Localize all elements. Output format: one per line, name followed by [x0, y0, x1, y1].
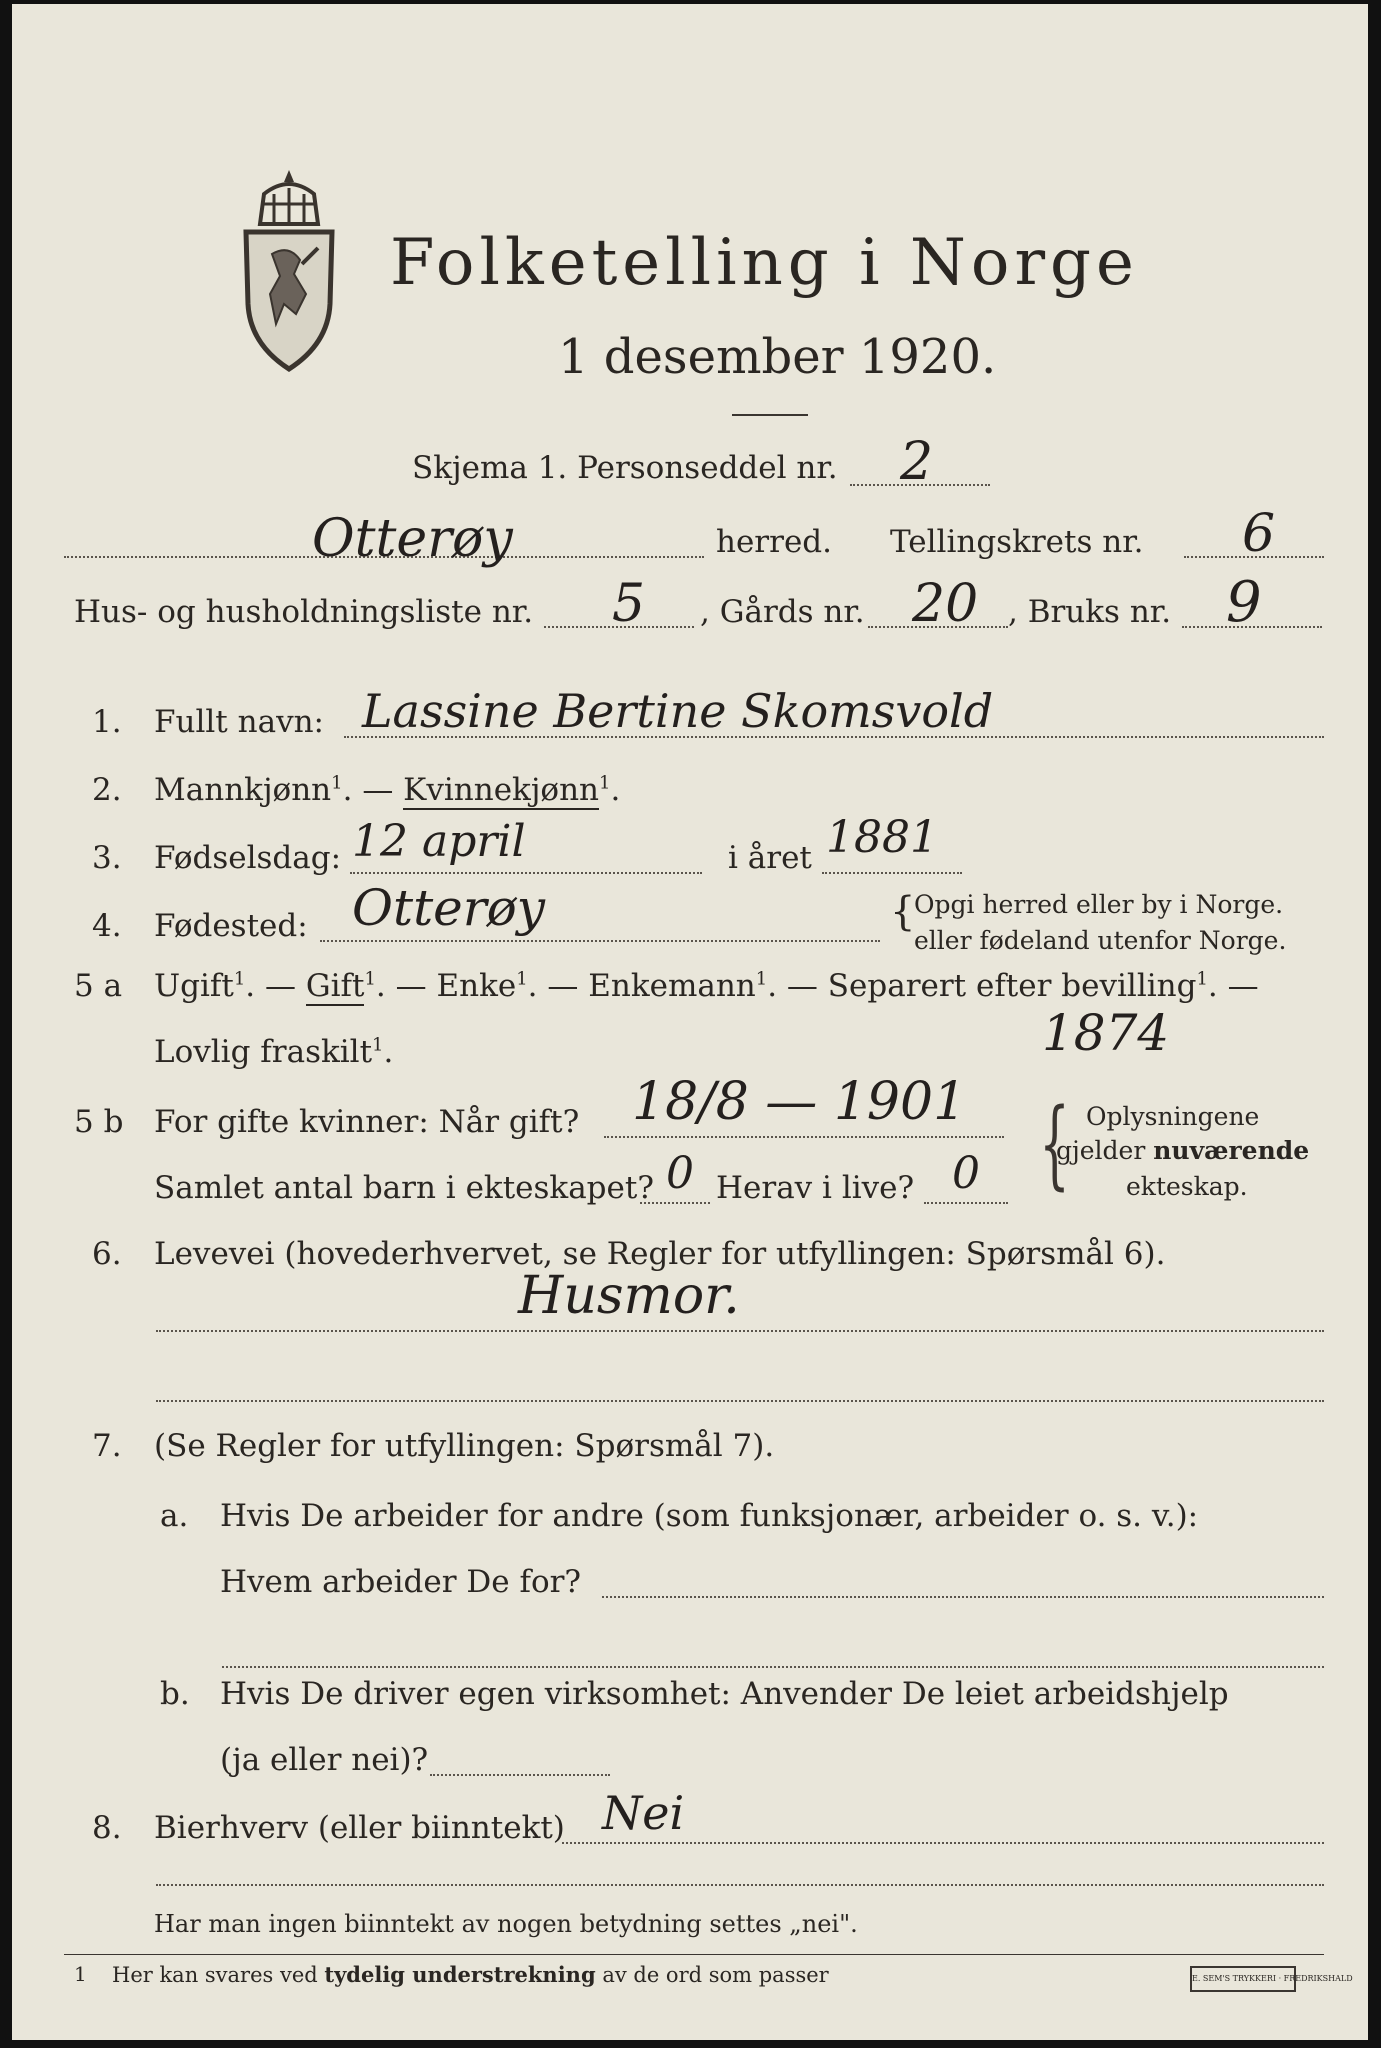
q5b-note2a: gjelder — [1056, 1136, 1154, 1165]
coat-of-arms-icon — [234, 164, 344, 374]
q7a-question: Hvem arbeider De for? — [220, 1564, 582, 1600]
q5a-fraskilt: Lovlig fraskilt — [154, 1034, 373, 1070]
gards-label: , Gårds nr. — [700, 594, 865, 630]
footnote-main: Har man ingen biinntekt av nogen betydning settes „nei". — [154, 1910, 858, 1938]
footnote-bold: tydelig understrekning — [324, 1962, 596, 1987]
q7b-label: Hvis De driver egen virksomhet: Anvender De leiet arbeidshjelp — [220, 1676, 1229, 1712]
q5a-sup-ugift: 1 — [233, 968, 246, 990]
q5b-value: 18/8 — 1901 — [632, 1072, 967, 1132]
q3-dots — [350, 872, 702, 874]
q5a-separert: Separert efter bevilling — [827, 968, 1197, 1004]
q5a-dash1: . — — [245, 968, 306, 1004]
q2-sep: . — — [342, 772, 404, 808]
gards-value: 20 — [912, 574, 979, 634]
q5a-enke: Enke — [436, 968, 517, 1004]
q2-kvinne: Kvinnekjønn — [403, 772, 600, 808]
q8-number: 8. — [92, 1810, 122, 1846]
footnote-rule — [64, 1954, 1324, 1955]
q5a-gift: Gift — [305, 968, 365, 1004]
bruks-label: , Bruks nr. — [1008, 594, 1172, 630]
herred-label: herred. — [716, 524, 832, 560]
q5b-dots — [604, 1136, 1004, 1138]
q2-end: . — [610, 772, 621, 808]
q7-label: (Se Regler for utfyllingen: Spørsmål 7). — [154, 1428, 775, 1464]
q5b-number: 5 b — [74, 1104, 124, 1140]
q5a-sup-enke: 1 — [516, 968, 528, 990]
q5a-ugift: Ugift — [154, 968, 234, 1004]
q5a-enkemann: Enkemann — [588, 968, 756, 1004]
q8-dots-2 — [156, 1884, 1324, 1886]
q5a-dash3: . — — [527, 968, 589, 1004]
q5a-text — [154, 968, 1259, 1004]
q5a-dash4: . — — [767, 968, 828, 1004]
q7b-dots — [430, 1774, 610, 1776]
q7a-dots-1 — [602, 1596, 1324, 1598]
census-date: 1 desember 1920. — [558, 329, 997, 385]
title-divider — [732, 414, 808, 416]
herred-value: Otterøy — [312, 509, 513, 569]
bruks-value: 9 — [1226, 570, 1262, 635]
q5b-live-label: Herav i live? — [716, 1170, 915, 1206]
q3-year-dots — [822, 872, 962, 874]
q5b-barn-value: 0 — [666, 1148, 694, 1199]
q5b-live-dots — [924, 1202, 1008, 1204]
q6-number: 6. — [92, 1236, 122, 1272]
q5a-number: 5 a — [74, 968, 123, 1004]
q5b-note2b: nuværende — [1153, 1136, 1310, 1165]
q1-number: 1. — [92, 704, 122, 740]
q1-value: Lassine Bertine Skomsvold — [362, 684, 994, 738]
skjema-value: 2 — [900, 432, 934, 492]
q7a-number: a. — [160, 1498, 189, 1534]
q4-dots — [320, 940, 880, 942]
q5b-barn-dots — [640, 1202, 710, 1204]
q7b-number: b. — [160, 1676, 190, 1712]
q4-brace: { — [890, 889, 916, 935]
q6-dots-1 — [156, 1330, 1324, 1332]
q4-note2: eller fødeland utenfor Norge. — [914, 926, 1287, 955]
q8-label: Bierhverv (eller biinntekt) — [154, 1810, 565, 1846]
q4-label: Fødested: — [154, 908, 308, 944]
q6-label: Levevei (hovederhvervet, se Regler for utfyllingen: Spørsmål 6). — [154, 1236, 1166, 1272]
census-form — [12, 4, 1368, 2040]
q3-label: Fødselsdag: — [154, 840, 342, 876]
q1-label: Fullt navn: — [154, 704, 324, 740]
q2-mann: Mannkjønn — [154, 772, 332, 808]
q3-year-value: 1881 — [826, 812, 938, 863]
q5b-live-value: 0 — [952, 1148, 980, 1199]
q5a-sup-gift: 1 — [364, 968, 376, 990]
skjema-label: Skjema 1. Personseddel nr. — [412, 450, 838, 486]
q5a-sup-enkemann: 1 — [755, 968, 768, 990]
q3-number: 3. — [92, 840, 122, 876]
hus-label: Hus- og husholdningsliste nr. — [74, 594, 534, 630]
footnote-part2: av de ord som passer — [595, 1963, 829, 1987]
q2-text — [154, 772, 620, 808]
q5a-sep-end: . — — [1207, 968, 1259, 1004]
q5b-label: For gifte kvinner: Når gift? — [154, 1104, 580, 1140]
form-title: Folketelling i Norge — [390, 226, 1139, 300]
q8-dots-1 — [562, 1842, 1324, 1844]
q5b-note2 — [1056, 1136, 1309, 1165]
q5a-sup-fraskilt: 1 — [372, 1034, 384, 1056]
q4-note1: Opgi herred eller by i Norge. — [914, 890, 1284, 919]
footnote-part1: Her kan svares ved — [112, 1963, 325, 1987]
q4-value: Otterøy — [352, 879, 546, 937]
q7-number: 7. — [92, 1428, 122, 1464]
krets-label: Tellingskrets nr. — [890, 524, 1144, 560]
printer-stamp: E. SEM'S TRYKKERI · FREDRIKSHALD — [1190, 1966, 1296, 1992]
q5a-dash2: . — — [375, 968, 437, 1004]
q2-sup-b: 1 — [599, 772, 611, 794]
q7b-question: (ja eller nei)? — [220, 1742, 429, 1778]
q5b-barn-label: Samlet antal barn i ekteskapet? — [154, 1170, 654, 1206]
q7a-dots-2 — [222, 1666, 1324, 1668]
q5a-line2: Lovlig fraskilt$^1$. — [154, 1034, 394, 1070]
footnote-mark: 1 — [74, 1962, 87, 1986]
q5a-annotation: 1874 — [1042, 1004, 1170, 1062]
q6-dots-2 — [156, 1400, 1324, 1402]
q3-value: 12 april — [352, 816, 526, 867]
q6-value: Husmor. — [518, 1266, 740, 1326]
q2-sup-a: 1 — [331, 772, 343, 794]
q5b-note3: ekteskap. — [1126, 1172, 1248, 1201]
q7a-label: Hvis De arbeider for andre (som funksjonær, arbeider o. s. v.): — [220, 1498, 1199, 1534]
hus-value: 5 — [612, 574, 646, 634]
q4-number: 4. — [92, 908, 122, 944]
q2-number: 2. — [92, 772, 122, 808]
q5a-sup-separert: 1 — [1196, 968, 1208, 990]
q5b-brace: { — [1039, 1088, 1070, 1200]
q8-value: Nei — [602, 1786, 685, 1840]
footnote — [112, 1962, 829, 1987]
krets-value: 6 — [1242, 504, 1276, 564]
q3-year-label: i året — [728, 840, 812, 876]
q5b-note1: Oplysningene — [1086, 1102, 1260, 1131]
